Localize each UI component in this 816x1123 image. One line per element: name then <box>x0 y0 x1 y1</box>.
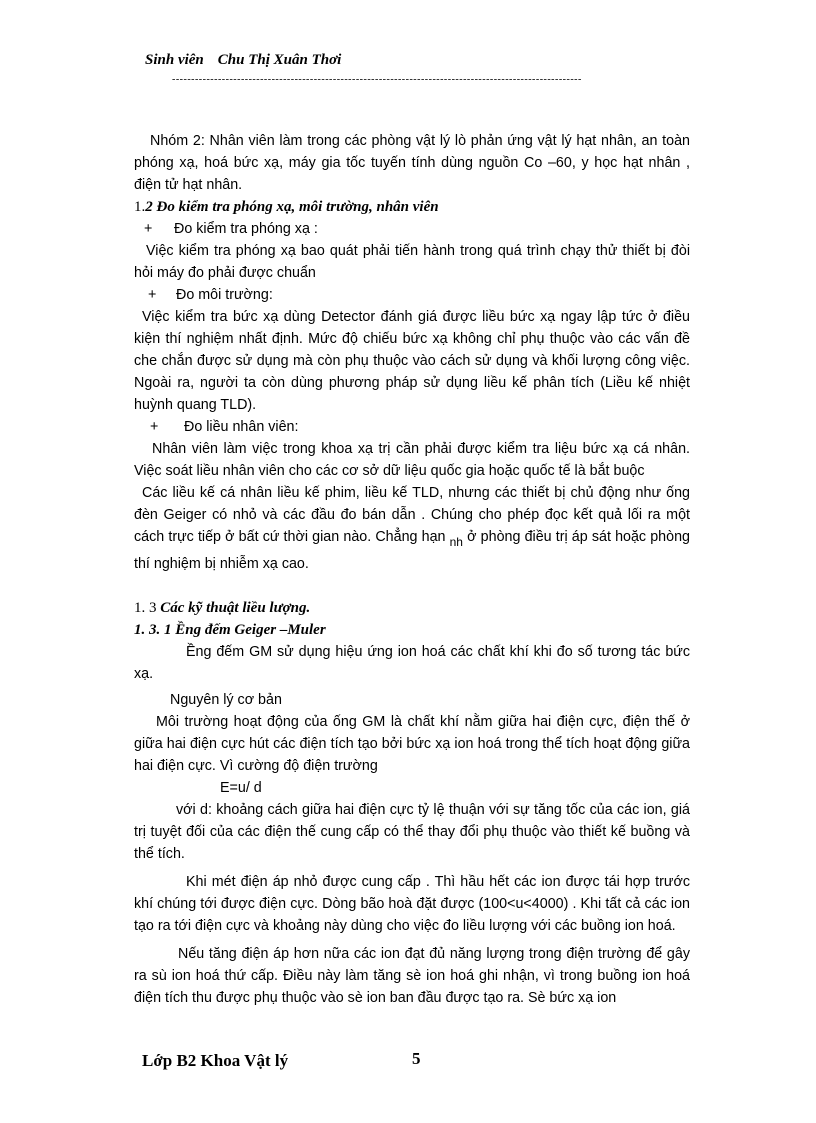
paragraph-nhom2: Nhóm 2: Nhân viên làm trong các phòng vật lý lò phản ứng vật lý hạt nhân, an toàn phóng xạ, hoá bức xạ, máy gia tốc tuyến tính dùng nguồn Co –60, y học hạt nhân , điện tử hạt nhân. <box>134 133 690 193</box>
paragraph-nguyen-ly: Nguyên lý cơ bản <box>170 692 282 708</box>
bullet-mark: + <box>144 221 153 237</box>
heading-1-3 <box>134 597 690 619</box>
bullet-mark: + <box>150 419 159 435</box>
heading-1-3-1: 1. 3. 1 Ềng đếm Geiger –Muler <box>134 622 326 638</box>
page-body <box>134 130 690 1009</box>
bullet-mark: + <box>148 287 157 303</box>
bullet-label: Đo liều nhân viên: <box>184 419 299 435</box>
heading-1-2 <box>134 196 690 218</box>
header-rule: ----------------------------------------------------------------------------------------------------------- <box>172 74 582 85</box>
paragraph-lieu-nhan-vien: Nhân viên làm việc trong khoa xạ trị cần phải được kiểm tra liệu bức xạ cá nhân. Việc soát liều nhân viên cho các cơ sở dữ liệu quốc gia hoặc quốc tế là bắt buộc <box>134 441 690 479</box>
heading-1-3-number: 1. 3 <box>134 600 157 616</box>
paragraph-moi-truong: Việc kiểm tra bức xạ dùng Detector đánh giá được liều bức xạ ngay lập tức ở điều kiện thí nghiệm nhất định. Mức độ chiếu bức xạ không chỉ phụ thuộc vào các vấn đề che chắn được sử dụng mà còn phụ thuộc vào cách sử dụng và khối lượng công việc. Ngoài ra, người ta còn dùng phương pháp sử dụng liều kế phân tích (Liều kế nhiệt huỳnh quang TLD). <box>134 309 690 413</box>
bullet-label: Đo môi trường: <box>176 287 273 303</box>
header-label: Sinh viên <box>145 52 204 68</box>
page-header <box>145 52 341 69</box>
paragraph-kiem-tra: Việc kiểm tra phóng xạ bao quát phải tiến hành trong quá trình chạy thử thiết bị đòi hỏi máy đo phải được chuẩn <box>134 243 690 281</box>
heading-1-3-title: Các kỹ thuật liều lượng. <box>160 600 311 616</box>
paragraph-khi-met: Khi mét điện áp nhỏ được cung cấp . Thì hầu hết các ion được tái hợp trước khí chúng tới được điện cực. Dòng bão hoà đặt được (100<u<4000) . Khi tất cả các ion tạo ra tới điện cực và khoảng này dùng cho việc đo liều lượng với các buồng ion hoá. <box>134 874 690 934</box>
bullet-kiem-tra-phong-xa <box>134 218 690 240</box>
bullet-lieu-nhan-vien <box>134 416 690 438</box>
paragraph-voi-d: với d: khoảng cách giữa hai điện cực tỷ lệ thuận với sự tăng tốc của các ion, giá trị tuyệt đối của các điện thế cung cấp có thể thay đổi phụ thuộc vào thiết kế buồng và thể tích. <box>134 802 690 862</box>
footer-class-label: Lớp B2 Khoa Vật lý <box>142 1051 289 1070</box>
paragraph-lieu-ke: Các liều kế cá nhân liều kế phim, liều kế TLD, nhưng các thiết bị chủ động như ống đèn Geiger có nhỏ và các đầu đo bán dẫn . Chúng cho phép đọc kết quả lối ra một cách trực tiếp ở bất cứ thời gian nào. Chẳng hạn $_{nh}$ ở phòng điều trị áp sát hoặc phòng thí nghiệm bị nhiễm xạ cao. <box>134 485 690 572</box>
heading-1-2-number: 1. <box>134 199 146 215</box>
paragraph-ong-dem-gm: Ềng đếm GM sử dụng hiệu ứng ion hoá các chất khí khi đo số tương tác bức xạ. <box>134 644 690 682</box>
heading-1-2-title: 2 Đo kiểm tra phóng xạ, môi trường, nhân viên <box>145 199 439 215</box>
formula-electric-field: E=u/ d <box>220 780 262 796</box>
bullet-moi-truong <box>134 284 690 306</box>
paragraph-neu-tang: Nếu tăng điện áp hơn nữa các ion đạt đủ năng lượng trong điện trường để gây ra sù ion hoá thứ cấp. Điều này làm tăng sè ion hoá ghi nhận, vì trong buồng ion hoá điện tích thu được phụ thuộc vào sè ion ban đầu được tạo ra. Sè bức xạ ion <box>134 946 690 1006</box>
subscript-text: nh <box>449 535 463 549</box>
bullet-label: Đo kiểm tra phóng xạ : <box>174 221 318 237</box>
paragraph-moi-truong-gm: Môi trường hoạt động của ống GM là chất khí nằm giữa hai điện cực, điện thế ở giữa hai điện cực hút các điện tích tạo bởi bức xạ ion hoá trong thể tích hoạt động giữa hai điện cực. Vì cường độ điện trường <box>134 714 690 774</box>
header-author-name: Chu Thị Xuân Thơi <box>217 52 342 68</box>
page-number: 5 <box>412 1049 421 1068</box>
